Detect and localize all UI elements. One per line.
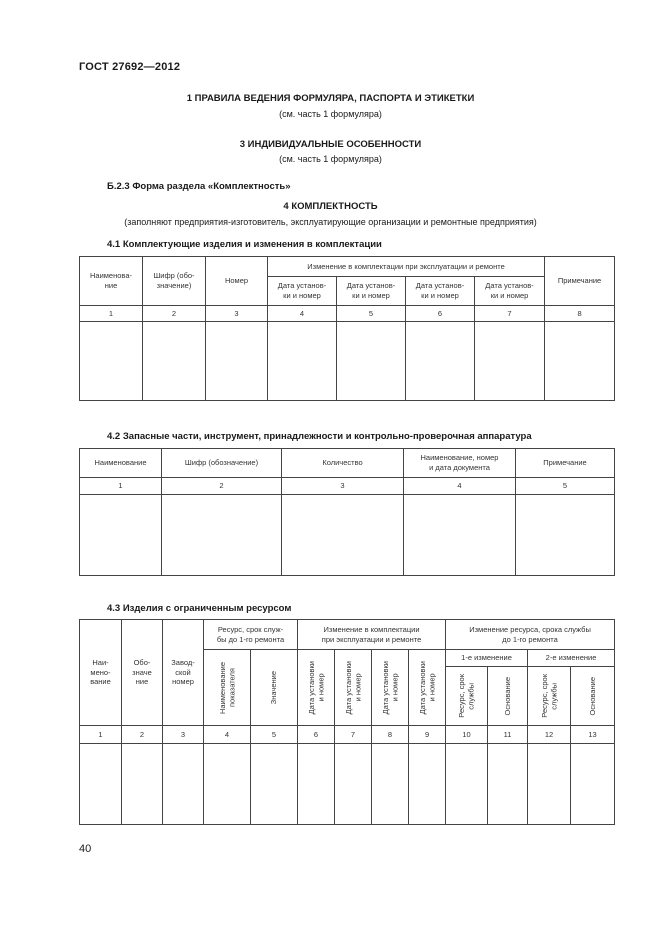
header-resource-2 (528, 667, 571, 726)
header-resource-1 (446, 667, 488, 726)
header-resource-text: Ресурс, срок службы (457, 674, 476, 718)
page-number: 40 (79, 843, 92, 855)
header-install-date-2: Дата установ- ки и номер (337, 277, 406, 306)
header-cipher: Шифр (обо- значение) (143, 257, 206, 306)
empty-cell (446, 744, 488, 825)
column-number: 2 (122, 726, 163, 744)
table-row (80, 322, 615, 401)
empty-cell (80, 744, 122, 825)
empty-cell (80, 495, 162, 576)
column-number: 8 (372, 726, 409, 744)
header-document: Наименование, номер и дата документа (404, 449, 516, 478)
header-quantity: Количество (282, 449, 404, 478)
empty-cell (143, 322, 206, 401)
header-value-text: Значение (269, 670, 279, 705)
header-basis-text: Основание (587, 676, 597, 716)
empty-cell (335, 744, 372, 825)
empty-cell (298, 744, 335, 825)
column-number: 8 (545, 306, 615, 322)
header-name: Наи- мено- вание (80, 620, 122, 726)
table-1-title: 4.1 Комплектующие изделия и изменения в комплектации (107, 239, 382, 250)
empty-cell (251, 744, 298, 825)
section-3-title: 3 ИНДИВИДУАЛЬНЫЕ ОСОБЕННОСТИ (239, 139, 422, 150)
column-number: 1 (80, 478, 162, 495)
column-number: 13 (571, 726, 615, 744)
header-install-date-4 (409, 650, 446, 726)
header-cipher: Шифр (обозначение) (162, 449, 282, 478)
empty-cell (337, 322, 406, 401)
table-2-title: 4.2 Запасные части, инструмент, принадлежности и контрольно-проверочная аппаратура (107, 431, 532, 442)
empty-cell (516, 495, 615, 576)
column-number: 5 (251, 726, 298, 744)
empty-cell (528, 744, 571, 825)
table-row (80, 744, 615, 825)
header-note: Примечание (516, 449, 615, 478)
column-number: 7 (475, 306, 545, 322)
header-resource-group: Ресурс, срок служ- бы до 1-го ремонта (204, 620, 298, 650)
column-number: 1 (80, 726, 122, 744)
table-3-title: 4.3 Изделия с ограниченным ресурсом (107, 603, 292, 614)
header-second-change: 2-е изменение (528, 650, 615, 667)
column-number: 4 (404, 478, 516, 495)
header-basis-1 (488, 667, 528, 726)
column-number: 5 (516, 478, 615, 495)
form-b23-title: Б.2.3 Форма раздела «Комплектность» (107, 181, 291, 192)
table-limited-resource (79, 619, 615, 825)
header-indicator-name (204, 650, 251, 726)
table-components (79, 256, 615, 401)
column-number: 4 (268, 306, 337, 322)
header-number: Номер (206, 257, 268, 306)
header-install-date-3 (372, 650, 409, 726)
header-factory-number: Завод- ской номер (163, 620, 204, 726)
empty-cell (204, 744, 251, 825)
empty-cell (545, 322, 615, 401)
header-install-date-2 (335, 650, 372, 726)
section-3-note: (см. часть 1 формуляра) (279, 154, 382, 164)
empty-cell (80, 322, 143, 401)
empty-cell (122, 744, 163, 825)
empty-cell (475, 322, 545, 401)
header-name: Наименование (80, 449, 162, 478)
header-install-date-4: Дата установ- ки и номер (475, 277, 545, 306)
section-1-title: 1 ПРАВИЛА ВЕДЕНИЯ ФОРМУЛЯРА, ПАСПОРТА И ЭТИКЕТКИ (186, 93, 475, 104)
empty-cell (571, 744, 615, 825)
empty-cell (372, 744, 409, 825)
header-indicator-name-text: Наименование показателя (217, 661, 236, 714)
column-number: 12 (528, 726, 571, 744)
column-number: 2 (143, 306, 206, 322)
column-number: 3 (282, 478, 404, 495)
header-install-date-1: Дата установ- ки и номер (268, 277, 337, 306)
header-install-date-1 (298, 650, 335, 726)
empty-cell (268, 322, 337, 401)
table-spare-parts (79, 448, 615, 576)
header-basis-2 (571, 667, 615, 726)
column-number: 4 (204, 726, 251, 744)
column-number: 5 (337, 306, 406, 322)
header-first-change: 1-е изменение (446, 650, 528, 667)
column-number: 1 (80, 306, 143, 322)
section-4-title: 4 КОМПЛЕКТНОСТЬ (283, 201, 378, 212)
header-resource-change-group: Изменение ресурса, срока службы до 1-го ремонта (446, 620, 615, 650)
header-changes-group: Изменение в комплектации при эксплуатации и ремонте (298, 620, 446, 650)
header-install-date-text: Дата установки и номер (417, 660, 437, 715)
header-note: Примечание (545, 257, 615, 306)
column-number: 2 (162, 478, 282, 495)
header-resource-text: Ресурс, срок службы (539, 674, 559, 718)
column-number: 6 (406, 306, 475, 322)
column-number: 6 (298, 726, 335, 744)
empty-cell (406, 322, 475, 401)
empty-cell (488, 744, 528, 825)
empty-cell (409, 744, 446, 825)
header-install-date-3: Дата установ- ки и номер (406, 277, 475, 306)
column-number: 10 (446, 726, 488, 744)
section-4-note: (заполняют предприятия-изготовитель, эксплуатирующие организации и ремонтные предприятия) (124, 217, 537, 227)
column-number: 7 (335, 726, 372, 744)
empty-cell (163, 744, 204, 825)
header-install-date-text: Дата установки и номер (343, 660, 363, 715)
empty-cell (206, 322, 268, 401)
column-number: 3 (163, 726, 204, 744)
table-row (80, 495, 615, 576)
column-number: 11 (488, 726, 528, 744)
empty-cell (404, 495, 516, 576)
header-changes-group: Изменение в комплектации при эксплуатации и ремонте (268, 257, 545, 277)
header-basis-text: Основание (502, 676, 512, 716)
header-install-date-text: Дата установки и номер (306, 660, 326, 715)
empty-cell (162, 495, 282, 576)
header-name: Наименова- ние (80, 257, 143, 306)
header-value (251, 650, 298, 726)
document-code: ГОСТ 27692—2012 (79, 61, 181, 73)
section-1-note: (см. часть 1 формуляра) (279, 109, 382, 119)
header-install-date-text: Дата установки и номер (380, 660, 400, 715)
column-number: 3 (206, 306, 268, 322)
empty-cell (282, 495, 404, 576)
header-designation: Обо- значе ние (122, 620, 163, 726)
column-number: 9 (409, 726, 446, 744)
